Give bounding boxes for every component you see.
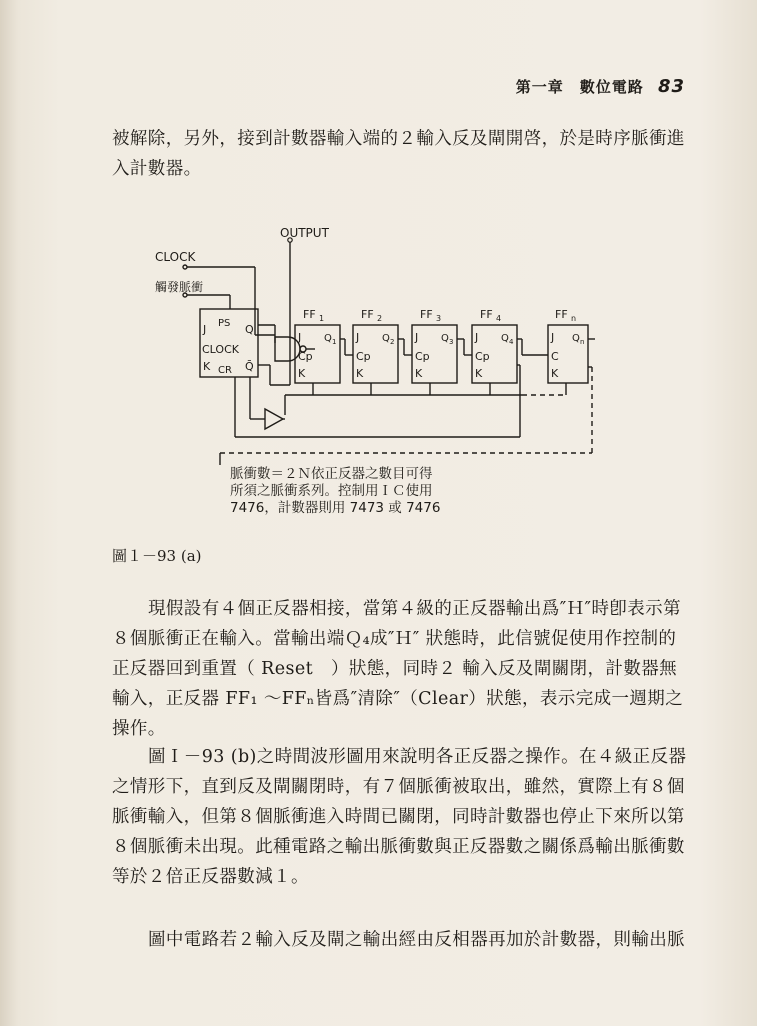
clock-label: CLOCK [155,250,196,264]
ff-2 [355,308,394,380]
svg-text:K: K [356,367,364,380]
svg-text:Q: Q [441,333,449,344]
ff-4 [474,308,514,380]
svg-text:K: K [415,367,423,380]
svg-text:1: 1 [332,338,337,346]
svg-text:FF: FF [555,308,568,321]
note-line-3: 7476，計數器則用 7473 或 7476 [230,500,441,516]
svg-text:Cp: Cp [298,350,313,363]
page-number: 83 [657,76,685,97]
ff-n [550,308,584,380]
diagram-note [230,466,440,517]
svg-text:3: 3 [436,314,442,323]
svg-text:Cp: Cp [415,350,430,363]
svg-text:Q: Q [382,333,390,344]
paragraph-1: 被解除，另外，接到計數器輸入端的２輸入反及閘開啓，於是時序脈衝進入計數器。 [112,129,685,179]
ctrl-qbar: Q̄ [245,360,254,373]
svg-text:2: 2 [377,314,383,323]
svg-text:FF: FF [361,308,374,321]
svg-text:K: K [475,367,483,380]
trigger-label: 觸發脈衝 [155,280,204,294]
ctrl-k: K [203,360,211,373]
svg-text:Q: Q [324,333,332,344]
svg-text:J: J [475,331,479,344]
chapter-title: 第一章 數位電路 [515,78,644,96]
svg-text:2: 2 [390,338,395,346]
figure-caption: 圖１－93 (a) [112,547,202,565]
paragraph-4: 圖中電路若２輸入反及閘之輸出經由反相器再加於計數器，則輸出脈 [148,930,685,950]
svg-text:K: K [551,367,559,380]
svg-text:J: J [298,331,302,344]
svg-text:Cp: Cp [475,350,490,363]
svg-text:Cp: Cp [356,350,371,363]
ff-3 [414,308,453,380]
svg-text:n: n [580,338,585,346]
svg-text:J: J [551,331,555,344]
running-header [516,76,685,97]
ff-1 [297,308,336,380]
paragraph-2: 現假設有４個正反器相接，當第４級的正反器輸出爲″Ｈ″時卽表示第８個脈衝正在輸入。當輸出端Ｑ₄成″Ｈ″ 狀態時，此信號促使用作控制的正反器回到重置（ Reset ）狀態，同時２ 輸入反及閘關閉，計數器無輸入，正反器 FF₁ ～FFₙ皆爲″清除″（Clear）狀態，表示完成一週期之操作。 [112,599,684,739]
note-line-2: 所須之脈衝系列。控制用ＩＣ使用 [230,483,433,499]
svg-text:C: C [551,350,559,363]
svg-text:J: J [356,331,360,344]
svg-text:FF: FF [480,308,493,321]
note-line-1: 脈衝數＝２Ｎ依正反器之數目可得 [230,466,433,482]
svg-text:4: 4 [496,314,502,323]
svg-text:1: 1 [319,314,325,323]
counter-circuit-diagram [140,215,600,465]
svg-text:4: 4 [509,338,514,346]
svg-text:Q: Q [501,333,509,344]
ctrl-q: Q [245,323,254,336]
ctrl-j: J [203,323,207,336]
svg-text:n: n [571,314,577,323]
svg-text:FF: FF [420,308,433,321]
svg-text:3: 3 [449,338,454,346]
ctrl-ps: PS [218,318,231,329]
svg-text:FF: FF [303,308,316,321]
paragraph-3: 圖Ｉ－93 (b)之時間波形圖用來說明各正反器之操作。在４級正反器之情形下，直到反及閘關閉時，有７個脈衝被取出，雖然，實際上有８個脈衝輸入，但第８個脈衝進入時間已關閉，同時計數器也停止下來所以第８個脈衝未出現。此種電路之輸出脈衝數與正反器數之關係爲輸出脈衝數等於２倍正反器數減１。 [112,747,687,887]
output-label: OUTPUT [280,226,329,240]
ctrl-cr: CR [218,365,232,376]
ctrl-clock: CLOCK [202,343,239,356]
svg-text:K: K [298,367,306,380]
svg-text:Q: Q [572,333,580,344]
svg-text:J: J [415,331,419,344]
